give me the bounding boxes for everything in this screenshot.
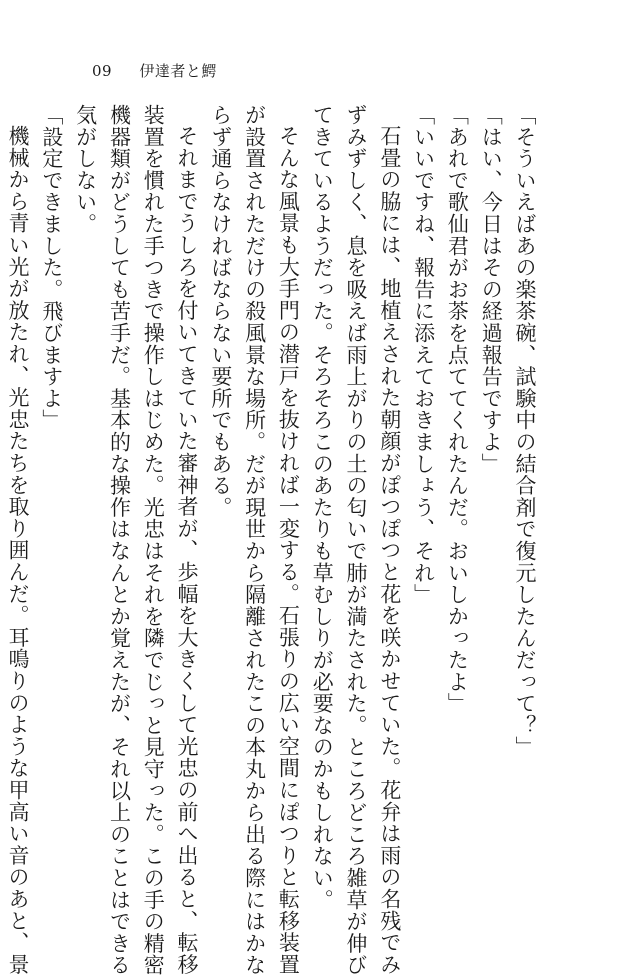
vertical-body-text xyxy=(0,104,541,976)
text-line: てきているようだった。そろそろこのあたりも草むしりが必要なのかもしれない。 xyxy=(310,104,335,911)
text-line: が設置されただけの殺風景な場所。だが現世から隔離されたこの本丸から出る際にはかな xyxy=(242,104,267,976)
text-line: らず通らなければならない要所でもある。 xyxy=(208,104,233,519)
running-header xyxy=(92,60,217,81)
text-line: 「いいですね、報告に添えておきましょう、それ」 xyxy=(411,104,436,606)
text-line: 「設定できました。飛びますよ」 xyxy=(39,104,64,431)
text-line: ずみずしく、息を吸えば雨上がりの土の匂いで肺が満たされた。ところどころ雑草が伸び xyxy=(344,104,369,976)
text-line: 「あれで歌仙君がお茶を点ててくれたんだ。おいしかったよ」 xyxy=(445,104,470,715)
text-line: 機器類がどうしても苦手だ。基本的な操作はなんとか覚えたが、それ以上のことはできる xyxy=(107,104,132,976)
text-line: 石畳の脇には、地植えされた朝顔がぽつぽつと花を咲かせていた。花弁は雨の名残でみ xyxy=(377,125,402,976)
text-line: 気がしない。 xyxy=(73,104,98,235)
text-line: 「はい、今日はその経過報告ですよ」 xyxy=(479,104,504,475)
text-line: 「そういえばあの楽茶碗、試験中の結合剤で復元したんだって？」 xyxy=(513,104,537,758)
text-line: 装置を慣れた手つきで操作しはじめた。光忠はそれを隣でじっと見守った。この手の精密 xyxy=(141,104,166,976)
text-line: 機械から青い光が放たれ、光忠たちを取り囲んだ。耳鳴りのような甲高い音のあと、景 xyxy=(6,125,31,976)
text-line: そんな風景も大手門の潜戸を抜ければ一変する。石張りの広い空間にぽつりと転移装置 xyxy=(276,125,301,976)
text-line: それまでうしろを付いてきていた審神者が、歩幅を大きくして光忠の前へ出ると、転移 xyxy=(175,125,200,976)
page-number: 09 xyxy=(92,62,113,80)
chapter-title: 伊達者と鰐 xyxy=(139,62,217,80)
